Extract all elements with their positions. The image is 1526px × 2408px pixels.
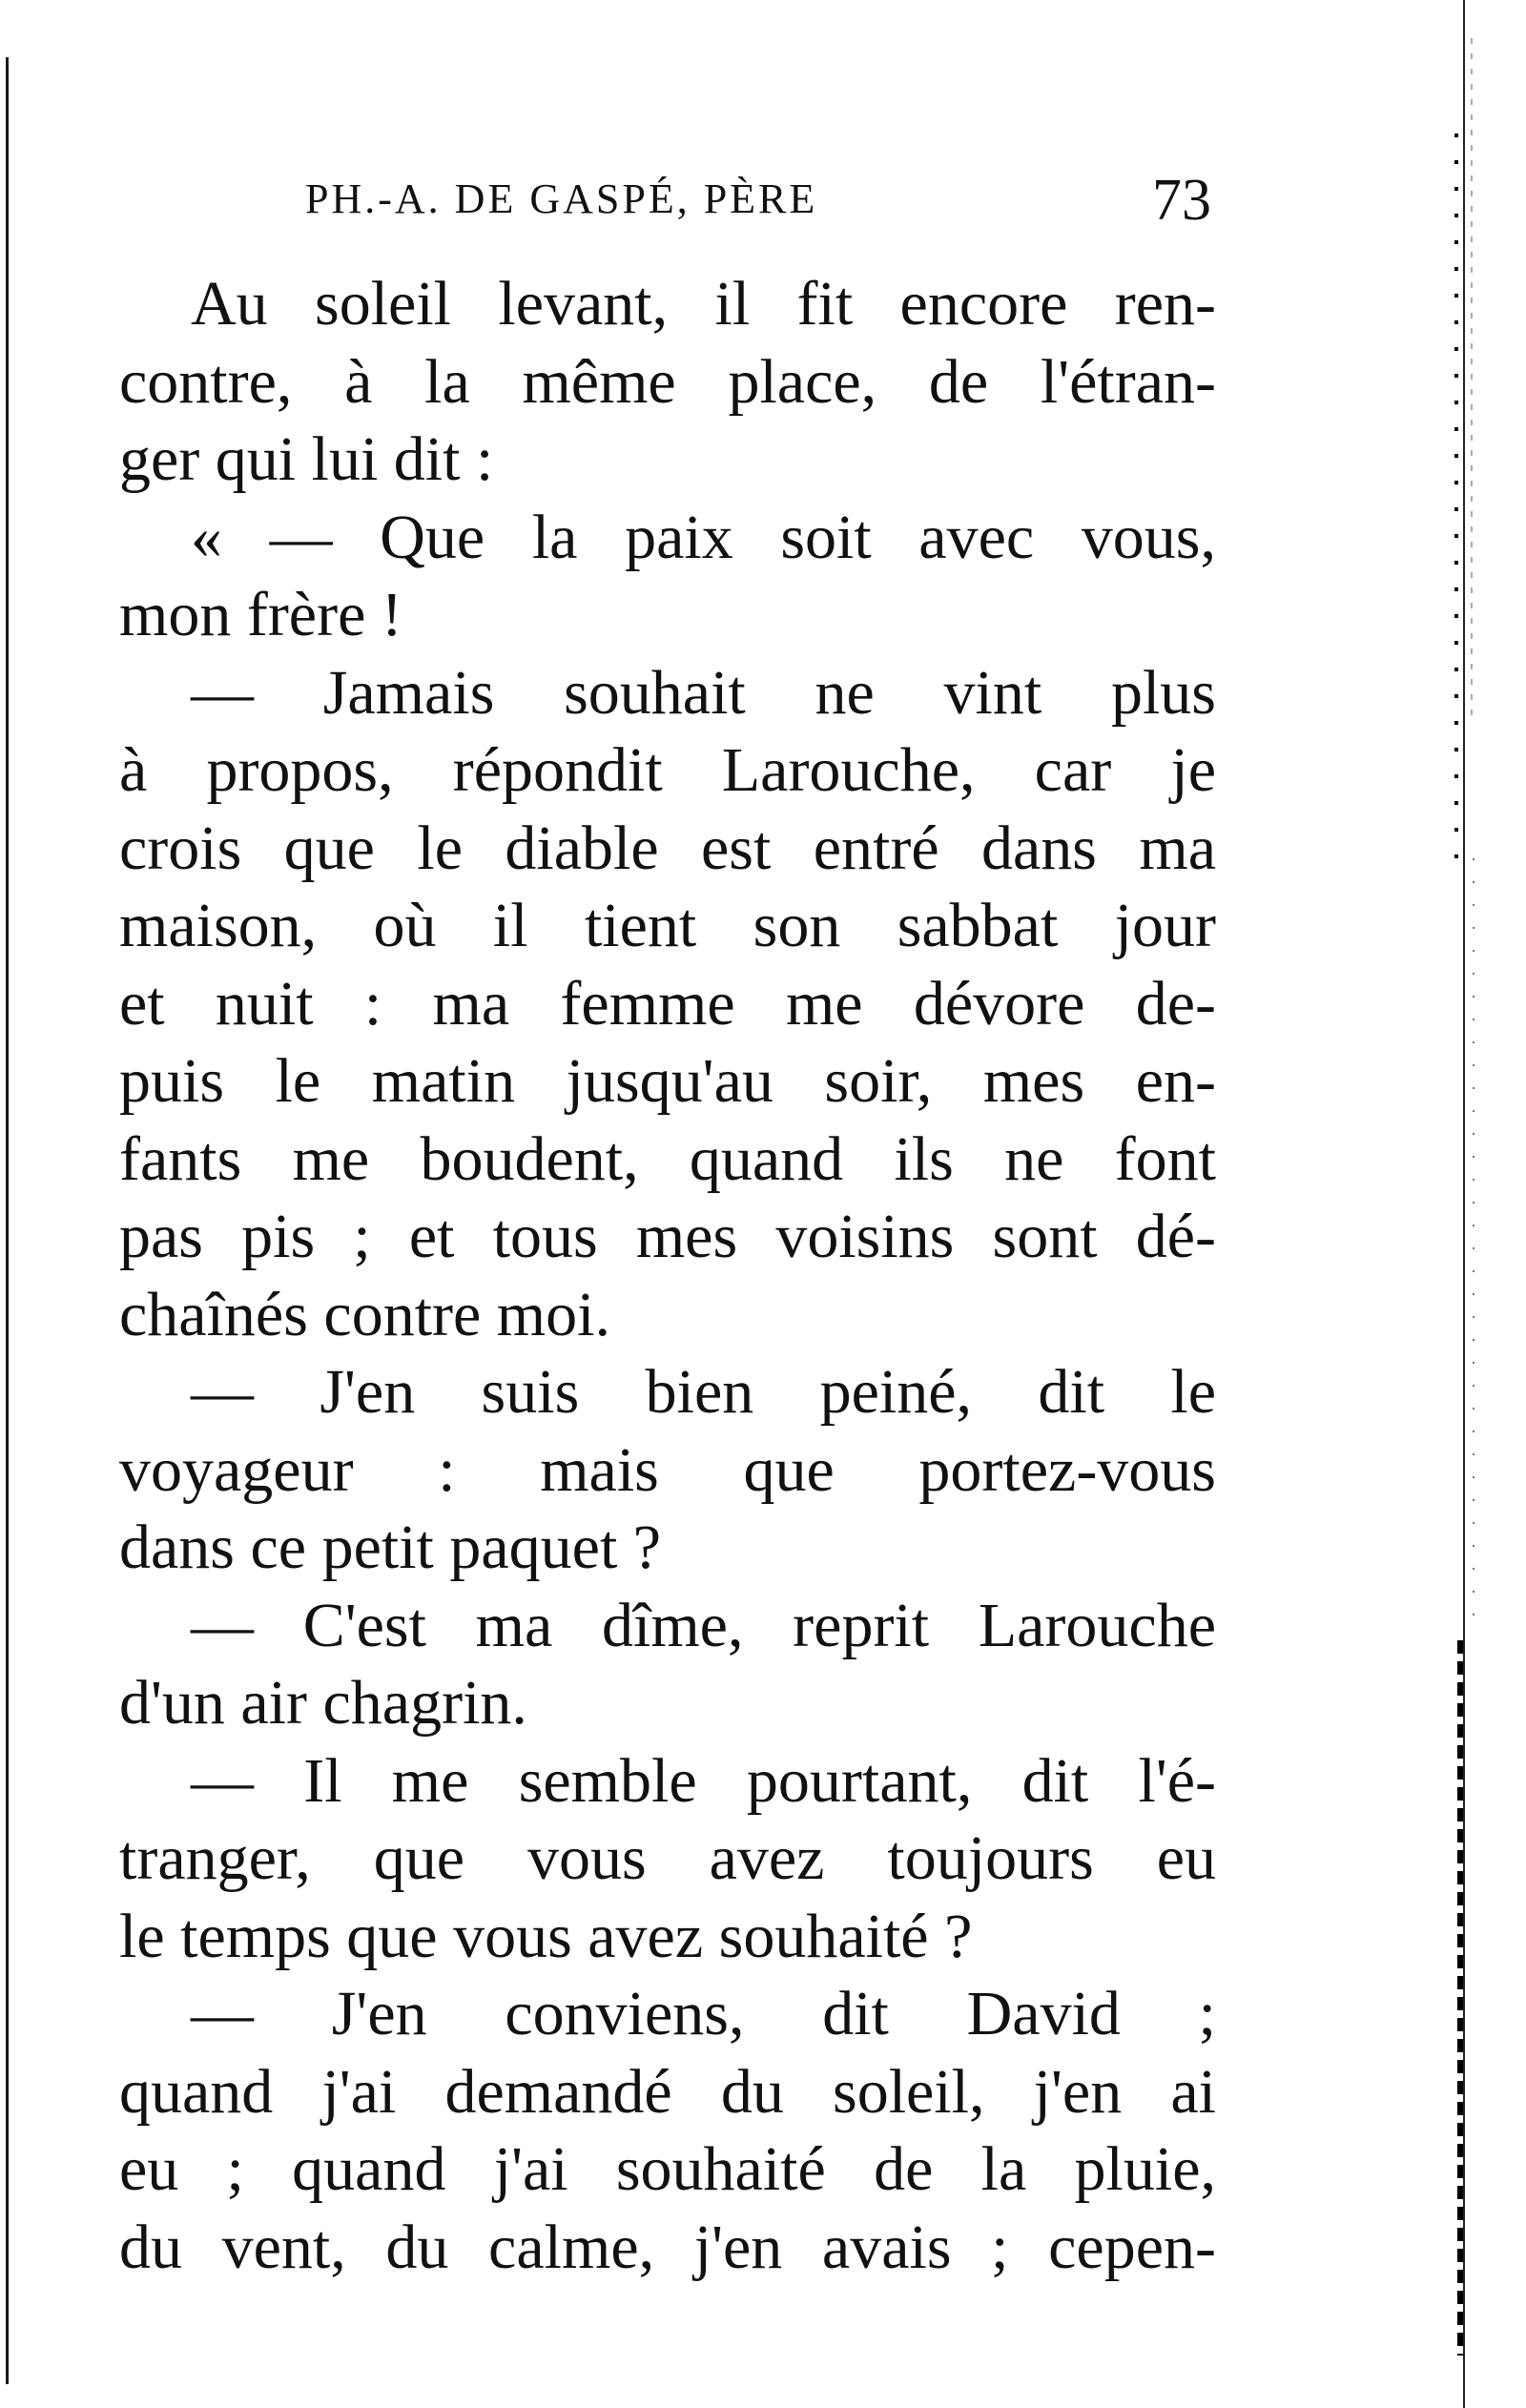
text-line: contre, à la même place, de l'étran- bbox=[119, 346, 1216, 417]
text-line: du vent, du calme, j'en avais ; cepen- bbox=[119, 2212, 1216, 2282]
text-line: crois que le diable est entré dans ma bbox=[119, 813, 1216, 883]
body-text bbox=[119, 265, 1216, 2286]
text-line: — Jamais souhait ne vint plus bbox=[191, 657, 1216, 728]
running-head: PH.-A. DE GASPÉ, PÈRE bbox=[305, 175, 818, 222]
text-line: puis le matin jusqu'au soir, mes en- bbox=[119, 1046, 1216, 1116]
text-line: fants me boudent, quand ils ne font bbox=[119, 1123, 1216, 1194]
text-line: « — Que la paix soit avec vous, bbox=[191, 502, 1216, 572]
text-line: voyageur : mais que portez-vous bbox=[119, 1434, 1216, 1505]
text-line: — Il me semble pourtant, dit l'é- bbox=[191, 1745, 1216, 1816]
text-line: ger qui lui dit : bbox=[119, 424, 494, 494]
page-header bbox=[305, 167, 1211, 234]
text-line: eu ; quand j'ai souhaité de la pluie, bbox=[119, 2134, 1216, 2204]
text-line: — J'en conviens, dit David ; bbox=[191, 1979, 1216, 2048]
text-line: chaînés contre moi. bbox=[119, 1279, 610, 1349]
text-line: d'un air chagrin. bbox=[119, 1668, 527, 1738]
text-line: tranger, que vous avez toujours eu bbox=[119, 1823, 1216, 1893]
text-line: dans ce petit paquet ? bbox=[119, 1513, 662, 1582]
text-line: — C'est ma dîme, reprit Larouche bbox=[191, 1590, 1216, 1660]
text-line: quand j'ai demandé du soleil, j'en ai bbox=[119, 2056, 1216, 2127]
text-line: et nuit : ma femme me dévore de- bbox=[119, 968, 1216, 1039]
text-line: Au soleil levant, il fit encore ren- bbox=[191, 269, 1216, 339]
scan-binding-gutter bbox=[1435, 0, 1521, 2408]
text-line: le temps que vous avez souhaité ? bbox=[119, 1901, 973, 1971]
page-number: 73 bbox=[1152, 168, 1211, 233]
text-line: — J'en suis bien peiné, dit le bbox=[191, 1357, 1216, 1427]
text-line: à propos, répondit Larouche, car je bbox=[119, 735, 1216, 805]
text-line: mon frère ! bbox=[119, 580, 402, 649]
text-line: maison, où il tient son sabbat jour bbox=[119, 891, 1216, 960]
text-line: pas pis ; et tous mes voisins sont dé- bbox=[119, 1202, 1216, 1271]
scan-left-edge-line bbox=[6, 57, 9, 2384]
